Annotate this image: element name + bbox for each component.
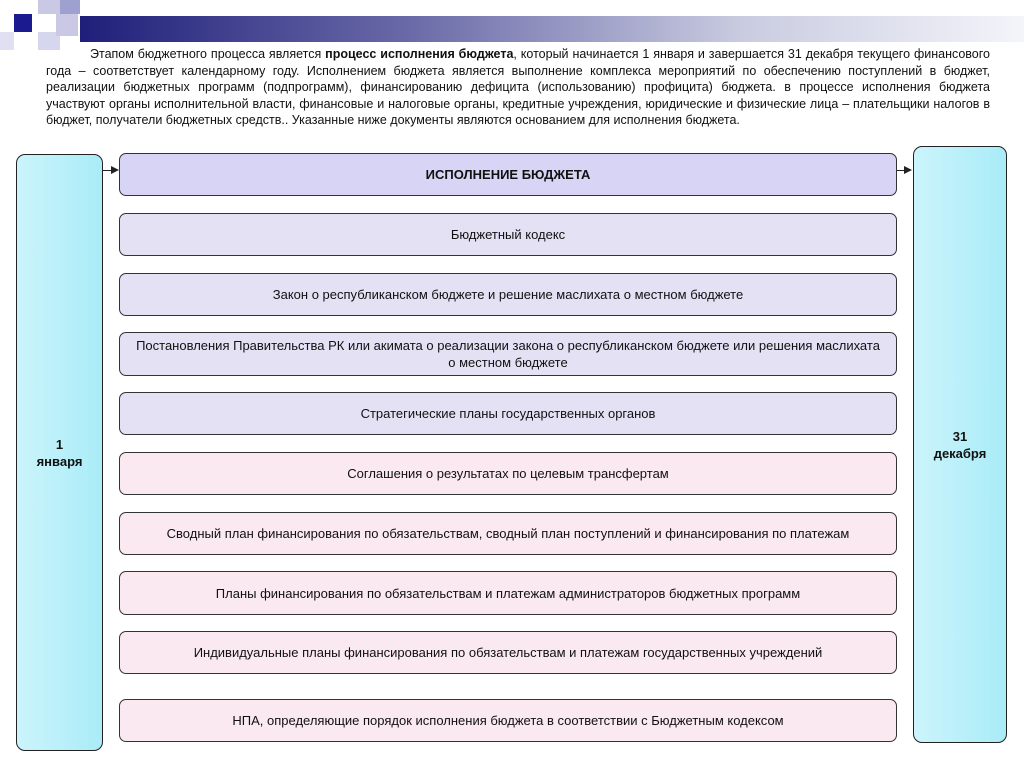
document-label: Стратегические планы государственных органов bbox=[360, 406, 656, 421]
end-date-panel bbox=[913, 146, 1007, 743]
decor-square bbox=[60, 0, 80, 14]
decor-square bbox=[38, 0, 60, 14]
arrow-right-icon bbox=[111, 166, 119, 174]
document-label: Бюджетный кодекс bbox=[450, 227, 566, 242]
document-label: НПА, определяющие порядок исполнения бюджета в соответствии с Бюджетным кодексом bbox=[232, 713, 784, 728]
start-date-panel bbox=[16, 154, 103, 751]
start-month: января bbox=[36, 453, 83, 469]
document-label: Закон о республиканском бюджете и решение маслихата о местном бюджете bbox=[272, 287, 744, 302]
document-box bbox=[119, 571, 897, 615]
decor-square bbox=[0, 32, 14, 50]
decor-square bbox=[56, 14, 78, 36]
header-gradient-bar bbox=[80, 16, 1024, 42]
header-box-label: ИСПОЛНЕНИЕ БЮДЖЕТА bbox=[425, 167, 591, 182]
document-box bbox=[119, 452, 897, 495]
document-label: Планы финансирования по обязательствам и платежам администраторов бюджетных программ bbox=[215, 585, 801, 601]
document-label: Соглашения о результатах по целевым трансфертам bbox=[347, 466, 669, 481]
intro-text-start: Этапом бюджетного процесса является bbox=[90, 47, 326, 61]
decor-square bbox=[14, 14, 32, 32]
intro-text-rest: , который начинается 1 января и завершается 31 декабря текущего финансового года – соответствует календарному году. Исполнением бюджета является выполнение комплекса мероприятий по обеспечению поступлений в бюджет, реализации бюджетных программ (подпрограмм), финансированию дефицита (использованию) профицита) бюджета. в процессе исполнения бюджета участвуют органы исполнительной власти, финансовые и налоговые органы, кредитные учреждения, юридические и физические лица – плательщики налогов в бюджет, получатели бюджетных средств.. Указанные ниже документы являются основанием для исполнения бюджета. bbox=[46, 47, 991, 128]
budget-execution-header bbox=[119, 153, 897, 196]
document-box bbox=[119, 512, 897, 555]
end-month: декабря bbox=[933, 445, 987, 461]
intro-emphasis: процесс исполнения бюджета bbox=[325, 47, 514, 61]
document-box bbox=[119, 699, 897, 742]
end-day: 31 bbox=[952, 428, 968, 444]
document-label: Постановления Правительства РК или акимата о реализации закона о республиканском бюджете или решения маслихата о местном бюджете bbox=[136, 338, 880, 370]
document-label: Сводный план финансирования по обязательствам, сводный план поступлений и финансирования по платежам bbox=[166, 526, 850, 541]
document-box bbox=[119, 273, 897, 316]
document-box bbox=[119, 213, 897, 256]
document-box bbox=[119, 392, 897, 435]
document-label: Индивидуальные планы финансирования по обязательствам и платежам государственных учреждений bbox=[193, 645, 823, 660]
arrow-right-icon bbox=[904, 166, 912, 174]
intro-paragraph bbox=[46, 46, 990, 129]
document-box bbox=[119, 631, 897, 674]
document-box bbox=[119, 332, 897, 376]
start-day: 1 bbox=[55, 436, 64, 452]
